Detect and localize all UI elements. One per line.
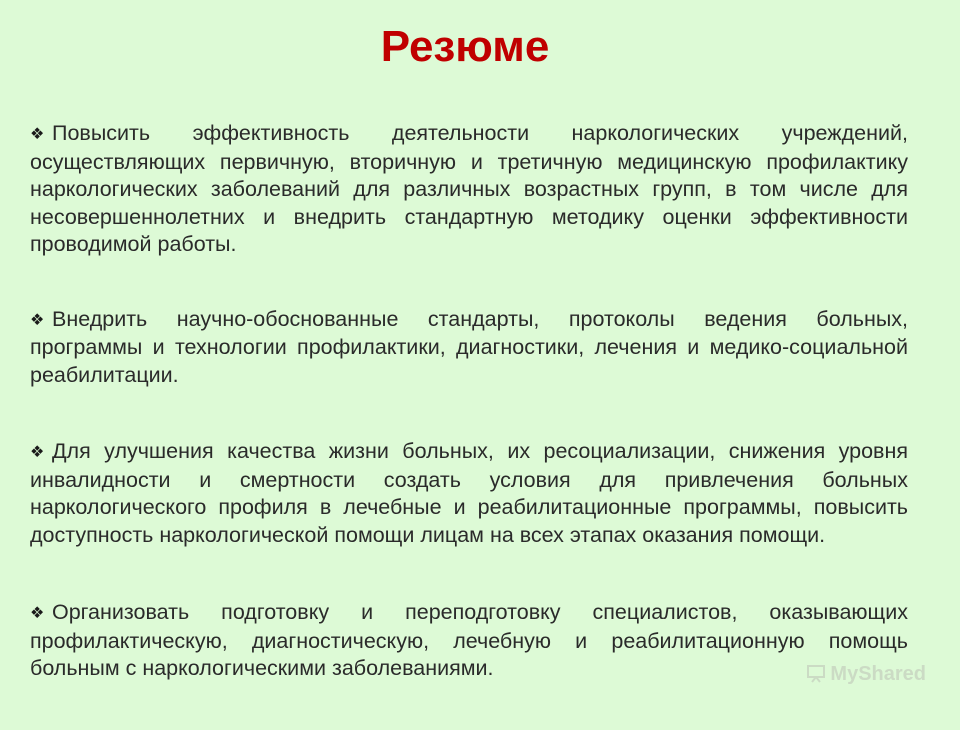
diamond-bullet-icon: ❖ xyxy=(30,444,45,461)
watermark xyxy=(806,663,926,686)
slide-title: Резюме xyxy=(380,22,550,71)
list-item xyxy=(30,120,908,259)
diamond-bullet-icon: ❖ xyxy=(30,126,45,143)
list-item xyxy=(30,599,908,683)
list-item xyxy=(30,306,908,390)
diamond-bullet-icon: ❖ xyxy=(30,311,45,329)
list-item-text: Внедрить научно-обоснованные стандарты, протоколы ведения больных, программы и технологии профилактики, диагностики, лечения и медико-социальной реабилитации. xyxy=(30,306,908,387)
list-item-text: Повысить эффективность деятельности наркологических учреждений, осуществляющих первичную, вторичную и третичную медицинскую профилактику наркологических заболеваний для различных возрастных групп, в том числе для несовершеннолетних и внедрить стандартную методику оценки эффективности проводимой работы. xyxy=(30,121,908,256)
watermark-text: MyShared xyxy=(830,663,926,685)
list-item-text: Организовать подготовку и переподготовку специалистов, оказывающих профилактическую, диагностическую, лечебную и реабилитационную помощь больным с наркологическими заболеваниями. xyxy=(30,600,908,680)
diamond-bullet-icon: ❖ xyxy=(30,605,45,622)
slide-content xyxy=(30,120,908,730)
presentation-icon xyxy=(806,663,826,683)
list-item-text: Для улучшения качества жизни больных, их ресоциализации, снижения уровня инвалидности и смертности создать условия для привлечения больных наркологического профиля в лечебные и реабилитационные программы, повысить доступность наркологической помощи лицам на всех этапах оказания помощи. xyxy=(30,439,908,547)
list-item xyxy=(30,438,908,549)
